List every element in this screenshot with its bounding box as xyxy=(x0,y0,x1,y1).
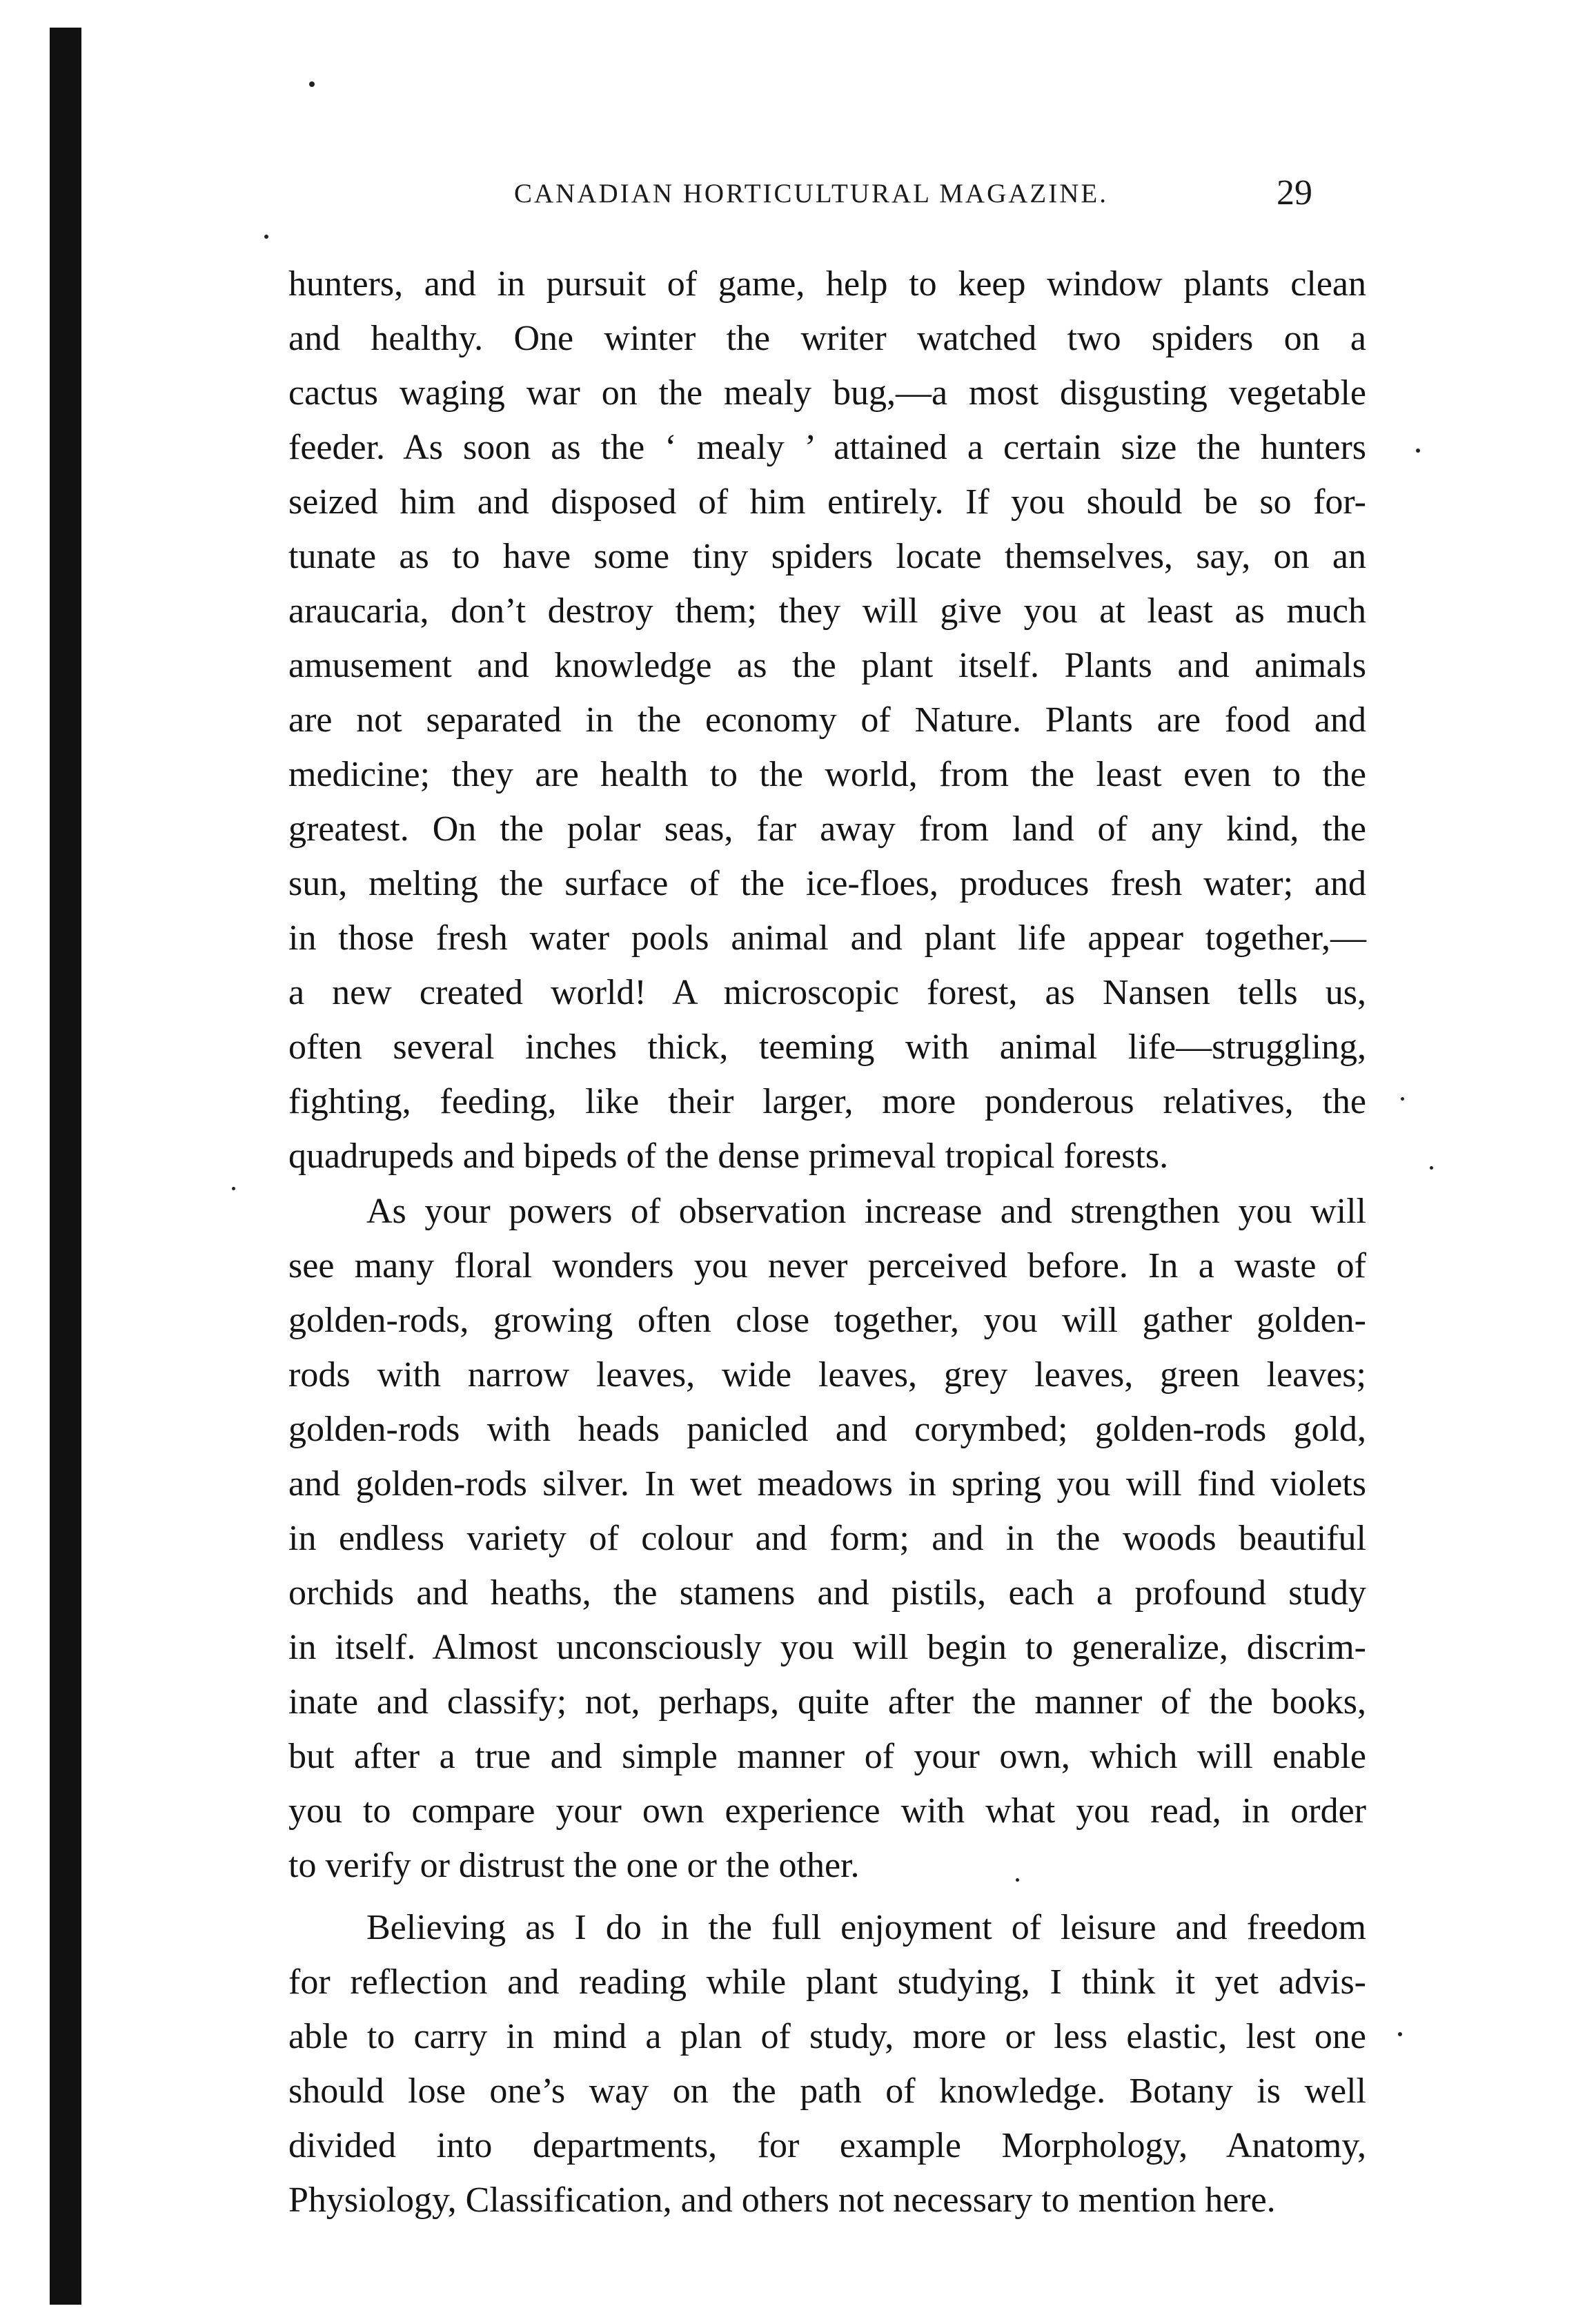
text-line: and healthy. One winter the writer watched two spiders on a xyxy=(288,319,1366,358)
text-line: fighting, feeding, like their larger, more ponderous relatives, the xyxy=(288,1082,1366,1121)
text-line: amusement and knowledge as the plant itself. Plants and animals xyxy=(288,646,1366,685)
text-line: Physiology, Classification, and others not necessary to mention here. xyxy=(288,2180,1276,2220)
binding-edge xyxy=(50,28,81,2305)
text-line: see many floral wonders you never perceived before. In a waste of xyxy=(288,1246,1366,1286)
text-line: and golden-rods silver. In wet meadows in spring you will find violets xyxy=(288,1464,1366,1504)
scan-speck xyxy=(232,1187,235,1190)
text-line: greatest. On the polar seas, far away from land of any kind, the xyxy=(288,809,1366,849)
text-line: golden-rods with heads panicled and corymbed; golden-rods gold, xyxy=(288,1410,1366,1449)
text-line: medicine; they are health to the world, from the least even to the xyxy=(288,755,1366,794)
text-line: golden-rods, growing often close together, you will gather golden- xyxy=(288,1301,1366,1340)
scan-speck xyxy=(309,81,315,87)
text-line: hunters, and in pursuit of game, help to keep window plants clean xyxy=(288,264,1366,304)
text-line: in itself. Almost unconsciously you will begin to generalize, discrim- xyxy=(288,1628,1366,1667)
text-line: but after a true and simple manner of your own, which will enable xyxy=(288,1737,1366,1776)
text-line: feeder. As soon as the ‘ mealy ’ attained a certain size the hunters xyxy=(288,428,1366,467)
text-line: quadrupeds and bipeds of the dense primeval tropical forests. xyxy=(288,1136,1169,1176)
text-line: able to carry in mind a plan of study, more or less elastic, lest one xyxy=(288,2017,1366,2056)
text-line: inate and classify; not, perhaps, quite after the manner of the books, xyxy=(288,1682,1366,1722)
text-line: seized him and disposed of him entirely. If you should be so for- xyxy=(288,482,1366,522)
paragraph-1 xyxy=(288,257,1366,1183)
text-line: in those fresh water pools animal and plant life appear together,— xyxy=(288,918,1366,958)
text-line: sun, melting the surface of the ice-floes, produces fresh water; and xyxy=(288,864,1366,903)
scan-speck xyxy=(1016,1878,1019,1882)
text-line: As your powers of observation increase and strengthen you will xyxy=(366,1192,1366,1231)
scan-speck xyxy=(264,235,268,239)
text-line: Believing as I do in the full enjoyment of leisure and freedom xyxy=(366,1908,1366,1947)
running-head: CANADIAN HORTICULTURAL MAGAZINE. xyxy=(514,179,1108,208)
scan-speck xyxy=(1398,2032,1402,2036)
text-line: in endless variety of colour and form; and in the woods beautiful xyxy=(288,1519,1366,1558)
scan-speck xyxy=(1430,1166,1433,1170)
text-line: tunate as to have some tiny spiders locate themselves, say, on an xyxy=(288,537,1366,576)
text-line: a new created world! A microscopic forest, as Nansen tells us, xyxy=(288,973,1366,1012)
scan-speck xyxy=(1401,1097,1404,1101)
text-line: for reflection and reading while plant studying, I think it yet advis- xyxy=(288,1962,1366,2002)
text-line: to verify or distrust the one or the other. xyxy=(288,1846,860,1885)
text-line: cactus waging war on the mealy bug,—a most disgusting vegetable xyxy=(288,373,1366,413)
text-line: orchids and heaths, the stamens and pistils, each a profound study xyxy=(288,1573,1366,1613)
text-line: should lose one’s way on the path of knowledge. Botany is well xyxy=(288,2071,1366,2111)
text-line: often several inches thick, teeming with animal life—struggling, xyxy=(288,1027,1366,1067)
text-line: you to compare your own experience with what you read, in order xyxy=(288,1791,1366,1831)
text-line: are not separated in the economy of Nature. Plants are food and xyxy=(288,700,1366,740)
text-line: araucaria, don’t destroy them; they will give you at least as much xyxy=(288,591,1366,631)
paragraph-2 xyxy=(288,1184,1366,1893)
scan-speck xyxy=(1416,449,1420,453)
paragraph-3 xyxy=(288,1900,1366,2227)
text-line: rods with narrow leaves, wide leaves, grey leaves, green leaves; xyxy=(288,1355,1366,1395)
page-number: 29 xyxy=(1277,173,1312,213)
text-line: divided into departments, for example Morphology, Anatomy, xyxy=(288,2126,1366,2165)
